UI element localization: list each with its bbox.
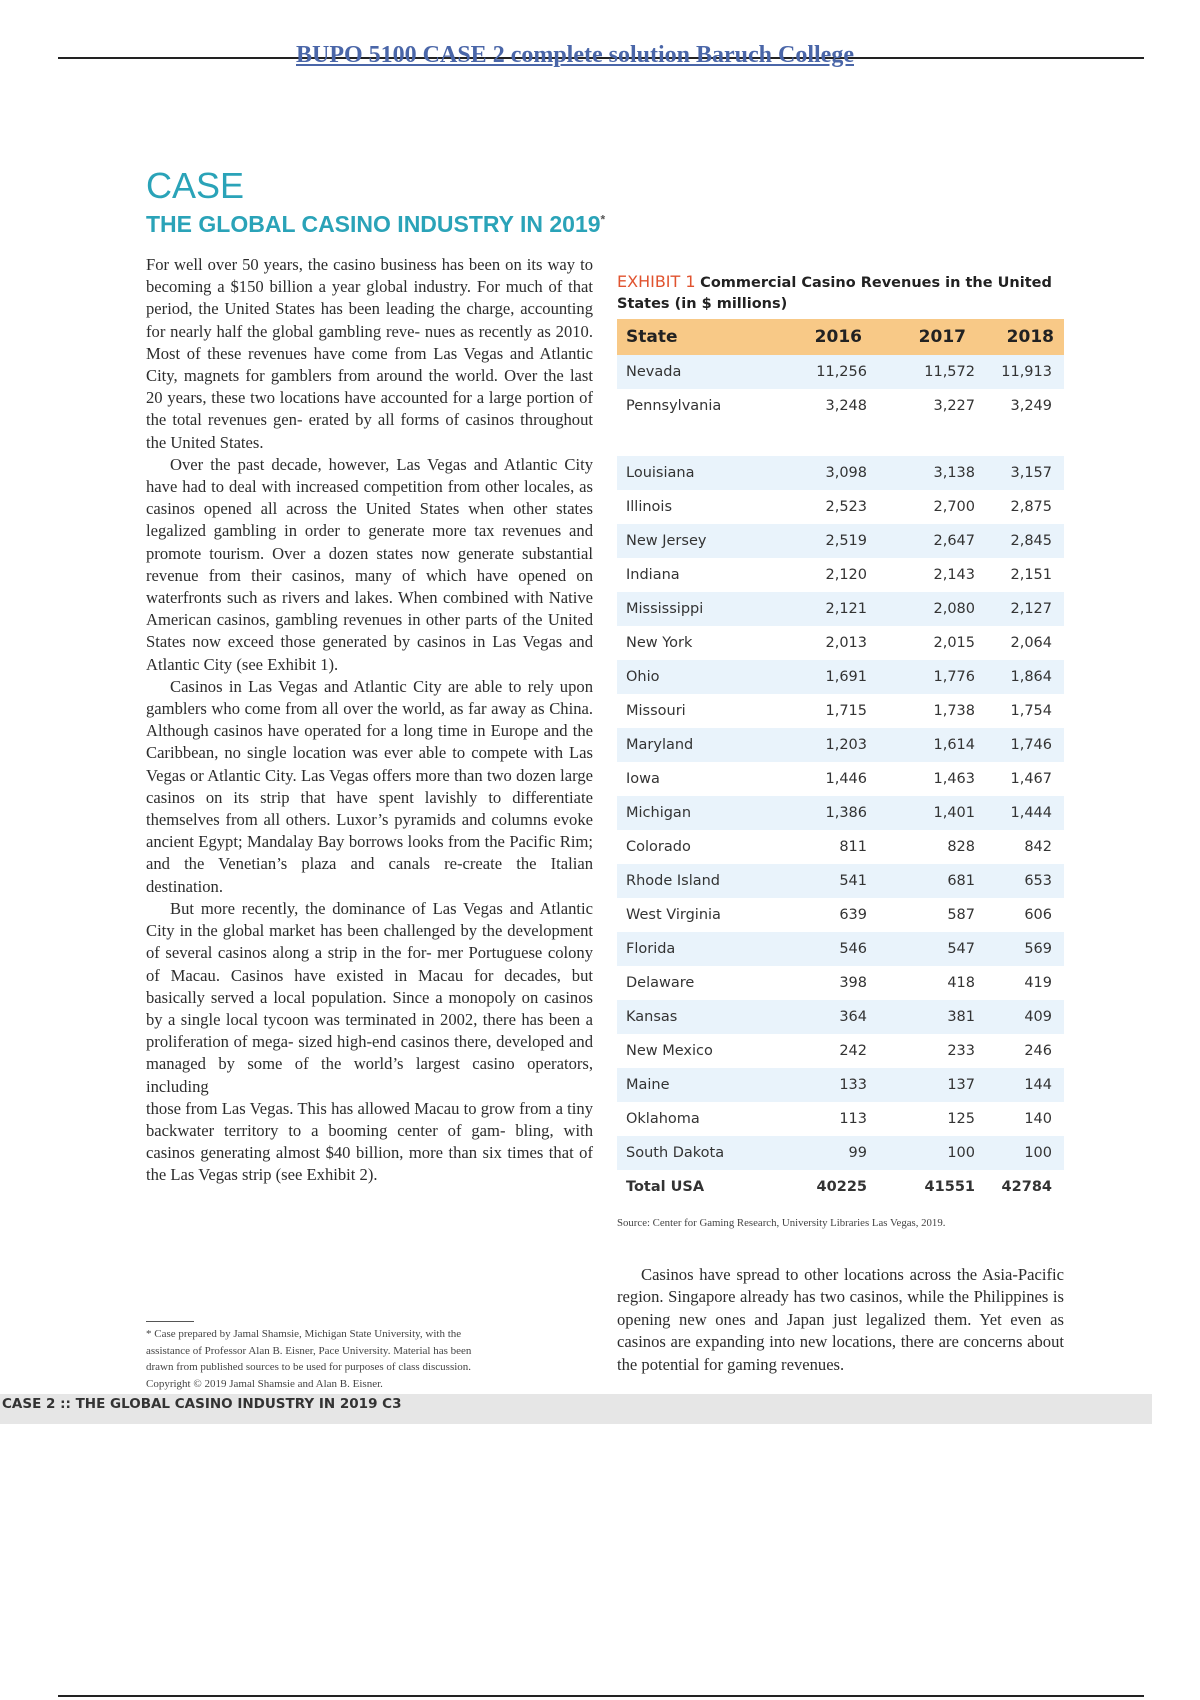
revenue-cell: 2,080 [933,601,975,617]
table-row [617,490,1064,524]
revenue-cell: 606 [1024,907,1052,923]
revenue-cell: 2,120 [825,567,867,583]
revenue-cell: 2,647 [933,533,975,549]
revenue-cell: 137 [947,1077,975,1093]
footnote-rule [146,1321,194,1322]
footnote-line: Copyright © 2019 Jamal Shamsie and Alan B. Eisner. [146,1377,383,1390]
revenue-cell: 541 [839,873,867,889]
document-header-link[interactable]: BUPO 5100 CASE 2 complete solution Baruch College [296,42,854,68]
revenue-cell: 2,143 [933,567,975,583]
footnote [146,1326,576,1392]
revenue-cell: 1,691 [825,669,867,685]
revenue-cell: 144 [1024,1077,1052,1093]
table-body [617,355,1064,1204]
exhibit-label: EXHIBIT 1 [617,272,696,291]
revenue-cell: 2,151 [1010,567,1052,583]
revenue-cell: 547 [947,941,975,957]
table-row [617,558,1064,592]
revenue-cell: 418 [947,975,975,991]
revenue-cell: 246 [1024,1043,1052,1059]
revenue-cell: 2,519 [825,533,867,549]
case-title-text: THE GLOBAL CASINO INDUSTRY IN 2019 [146,211,601,237]
revenue-cell: 1,446 [825,771,867,787]
state-cell: Indiana [626,567,680,583]
header-cell: State [626,327,678,347]
total-value-cell: 40225 [816,1179,867,1195]
revenue-cell: 3,098 [825,465,867,481]
revenue-table [617,319,1064,1204]
revenue-cell: 1,386 [825,805,867,821]
revenue-cell: 2,064 [1010,635,1052,651]
table-row [617,626,1064,660]
footnote-line: assistance of Professor Alan B. Eisner, Pace University. Material has been [146,1344,472,1357]
revenue-cell: 3,227 [933,398,975,414]
table-total-row [617,1170,1064,1204]
table-row [617,355,1064,389]
revenue-cell: 1,401 [933,805,975,821]
bottom-rule [58,1695,1144,1697]
revenue-cell: 587 [947,907,975,923]
table-row [617,796,1064,830]
revenue-cell: 1,864 [1010,669,1052,685]
revenue-cell: 569 [1024,941,1052,957]
table-source: Source: Center for Gaming Research, University Libraries Las Vegas, 2019. [617,1217,946,1229]
header-cell: 2018 [1006,327,1054,347]
table-row [617,1102,1064,1136]
revenue-cell: 100 [947,1145,975,1161]
state-cell: New York [626,635,693,651]
table-row [617,660,1064,694]
revenue-cell: 3,248 [825,398,867,414]
total-value-cell: 41551 [924,1179,975,1195]
revenue-cell: 1,746 [1010,737,1052,753]
footnote-line: drawn from published sources to be used for purposes of class discussion. [146,1361,472,1373]
state-cell: Oklahoma [626,1111,700,1127]
table-row [617,966,1064,1000]
table-row [617,728,1064,762]
state-cell: Pennsylvania [626,398,722,414]
revenue-cell: 1,754 [1010,703,1052,719]
table-header-row [617,319,1064,355]
revenue-cell: 828 [947,839,975,855]
revenue-cell: 1,776 [933,669,975,685]
table-row [617,1068,1064,1102]
revenue-cell: 1,203 [825,737,867,753]
revenue-cell: 3,157 [1010,465,1052,481]
revenue-cell: 681 [947,873,975,889]
revenue-cell: 639 [839,907,867,923]
state-cell: Maryland [626,737,694,753]
case-title-mark: * [600,212,606,227]
table-row [617,932,1064,966]
state-cell: Nevada [626,364,682,380]
revenue-cell: 133 [839,1077,867,1093]
state-cell: Rhode Island [626,873,721,889]
revenue-cell: 99 [848,1145,867,1161]
state-cell: Illinois [626,499,673,515]
revenue-cell: 1,614 [933,737,975,753]
case-title [146,211,605,238]
revenue-cell: 100 [1024,1145,1052,1161]
revenue-cell: 1,467 [1010,771,1052,787]
state-cell: West Virginia [626,907,721,923]
exhibit-caption [617,271,1067,315]
body-paragraph: For well over 50 years, the casino business has been on its way to becoming a $150 billion a year global industry. For much of that period, the United States has been leading the charge, accounting for nearly half the global gambling reve- nues as recently as 2010. Most of these revenues have come from Las Vegas and Atlantic City, magnets for gamblers from around the world. Over the last 20 years, these two locations have accounted for a large portion of the total revenues gen- erated by all forms of casinos throughout the United States. [146,255,593,452]
revenue-cell: 11,572 [924,364,975,380]
body-paragraph: Casinos in Las Vegas and Atlantic City are able to rely upon gamblers who come from all over the world, as far away as China. Although casinos have operated for a long time in Europe and the Caribbean, no single location was ever able to compete with Las Vegas or Atlantic City. Las Vegas offers more than two dozen large casinos on its strip that have spent lavishly to differentiate themselves from all others. Luxor’s pyramids and columns evoke ancient Egypt; Mandalay Bay borrows looks from the Pacific Rim; and the Venetian’s plaza and canals re-create the Italian destination. [146,676,593,896]
revenue-cell: 811 [839,839,867,855]
state-cell: Delaware [626,975,695,991]
table-spacer [617,423,1064,456]
state-cell: New Mexico [626,1043,713,1059]
revenue-cell: 419 [1024,975,1052,991]
body-paragraph: those from Las Vegas. This has allowed Macau to grow from a tiny backwater territory to a booming center of gam- bling, with casinos generating almost $40 billion, more than six times that of the Las Vegas strip (see Exhibit 2). [146,1098,593,1185]
revenue-cell: 364 [839,1009,867,1025]
table-row [617,456,1064,490]
revenue-cell: 546 [839,941,867,957]
revenue-cell: 140 [1024,1111,1052,1127]
revenue-cell: 2,013 [825,635,867,651]
revenue-cell: 2,121 [825,601,867,617]
exhibit-title: Commercial Casino Revenues in the United States (in $ millions) [617,275,1052,312]
state-cell: Kansas [626,1009,678,1025]
table-row [617,898,1064,932]
revenue-cell: 2,700 [933,499,975,515]
body-left-column [146,254,593,1187]
revenue-cell: 2,845 [1010,533,1052,549]
revenue-cell: 1,715 [825,703,867,719]
revenue-cell: 398 [839,975,867,991]
table-row [617,694,1064,728]
revenue-cell: 2,875 [1010,499,1052,515]
state-cell: Colorado [626,839,691,855]
header-cell: 2016 [814,327,862,347]
table-row [617,762,1064,796]
table-row [617,1034,1064,1068]
revenue-cell: 11,913 [1001,364,1052,380]
revenue-cell: 11,256 [816,364,867,380]
state-cell: Missouri [626,703,686,719]
footnote-line: * Case prepared by Jamal Shamsie, Michigan State University, with the [146,1328,462,1340]
revenue-cell: 1,738 [933,703,975,719]
total-value-cell: 42784 [1001,1179,1052,1195]
revenue-cell: 2,523 [825,499,867,515]
page-footer: CASE 2 :: THE GLOBAL CASINO INDUSTRY IN 2019 C3 [2,1396,402,1412]
table-row [617,1000,1064,1034]
table-row [617,524,1064,558]
revenue-cell: 113 [839,1111,867,1127]
revenue-cell: 381 [947,1009,975,1025]
revenue-cell: 3,138 [933,465,975,481]
state-cell: Florida [626,941,676,957]
state-cell: South Dakota [626,1145,725,1161]
revenue-cell: 3,249 [1010,398,1052,414]
state-cell: Ohio [626,669,660,685]
revenue-cell: 242 [839,1043,867,1059]
body-paragraph: But more recently, the dominance of Las Vegas and Atlantic City in the global market has been challenged by the development of several casinos along a strip in the for- mer Portuguese colony of Macau. Casinos have existed in Macau for decades, but basically served a local population. Since a monopoly on casinos by a single local tycoon was terminated in 2002, there has been a proliferation of mega- sized high-end casinos there, developed and managed by some of the world’s largest casino operators, including [146,898,593,1096]
revenue-cell: 125 [947,1111,975,1127]
body-paragraph: Over the past decade, however, Las Vegas and Atlantic City have had to deal with increased competition from other locales, as casinos opened all across the United States when other states legalized gambling in order to generate more tax revenues and promote tourism. Over a dozen states now generate substantial revenue from their casinos, many of which have opened on waterfronts such as rivers and lakes. When combined with Native American casinos, gambling revenues in other parts of the United States now exceed those generated by casinos in Las Vegas and Atlantic City (see Exhibit 1). [146,454,593,674]
revenue-cell: 409 [1024,1009,1052,1025]
header-cell: 2017 [918,327,966,347]
state-cell: Louisiana [626,465,695,481]
revenue-cell: 2,127 [1010,601,1052,617]
state-cell: New Jersey [626,533,707,549]
state-cell: Iowa [626,771,660,787]
revenue-cell: 1,444 [1010,805,1052,821]
table-row [617,1136,1064,1170]
table-row [617,389,1064,423]
table-row [617,864,1064,898]
revenue-cell: 1,463 [933,771,975,787]
state-cell: Maine [626,1077,670,1093]
case-label: CASE [146,165,245,206]
body-right-paragraph: Casinos have spread to other locations across the Asia-Pacific region. Singapore already has two casinos, while the Philippines is opening new ones and Japan just legalized them. Yet even as casinos are expanding into new locations, there are concerns about the potential for gaming revenues. [617,1265,1064,1374]
revenue-cell: 842 [1024,839,1052,855]
table-row [617,592,1064,626]
revenue-cell: 233 [947,1043,975,1059]
table-row [617,830,1064,864]
total-label-cell: Total USA [626,1179,705,1195]
revenue-cell: 653 [1024,873,1052,889]
state-cell: Mississippi [626,601,704,617]
revenue-cell: 2,015 [933,635,975,651]
state-cell: Michigan [626,805,692,821]
